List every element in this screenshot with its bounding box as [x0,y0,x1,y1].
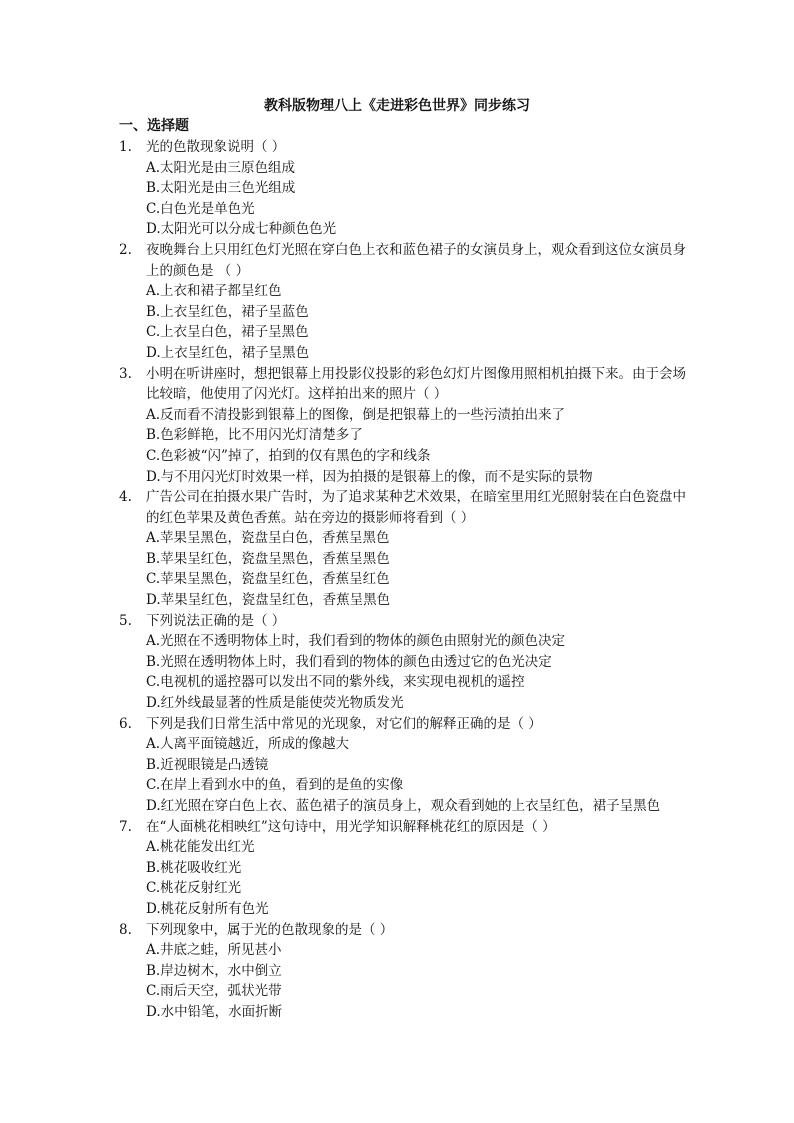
question-text: 光的色散现象说明（ ） [146,139,286,155]
question-stem [119,364,699,405]
question-text: 下列现象中，属于光的色散现象的是（ ） [146,921,394,938]
answer-option: D.上衣呈红色，裙子呈黑色 [146,344,310,361]
answer-option: B.上衣呈红色，裙子呈蓝色 [146,303,309,320]
answer-option: A.人离平面镜越近，所成的像越大 [146,736,350,753]
question-2 [119,240,699,364]
answer-option: A.桃花能发出红光 [146,839,255,856]
question-stem [119,817,699,838]
question-stem [119,714,699,735]
question-text: 广告公司在拍摄水果广告时，为了追求某种艺术效果，在暗室里用红光照射装在白色瓷盘中的红色苹果及黄色香蕉。站在旁边的摄影师将看到（ ） [146,489,686,526]
question-number: 7. [119,818,132,835]
answer-option: D.桃花反射所有色光 [146,900,269,917]
answer-option: A.上衣和裙子都呈红色 [146,283,282,300]
question-text: 在“人面桃花相映红”这句诗中，用光学知识解释桃花红的原因是（ ） [146,818,556,835]
answer-option: B.近视眼镜是凸透镜 [146,756,269,773]
question-list [119,137,699,1023]
question-7 [119,817,699,920]
question-number: 1. [119,139,132,155]
answer-option: C.在岸上看到水中的鱼，看到的是鱼的实像 [146,777,404,794]
answer-option: D.太阳光可以分成七种颜色色光 [146,221,337,238]
answer-option: B.苹果呈红色，瓷盘呈黑色，香蕉呈黑色 [146,550,390,567]
answer-option: A.苹果呈黑色，瓷盘呈白色，香蕉呈黑色 [146,530,390,547]
answer-option: D.与不用闪光灯时效果一样，因为拍摄的是银幕上的像，而不是实际的景物 [146,468,593,485]
question-number: 6. [119,715,132,732]
answer-option: C.白色光是单色光 [146,200,255,217]
question-number: 4. [119,489,132,506]
answer-option: A.太阳光是由三原色组成 [146,159,296,176]
answer-option: A.井底之蛙，所见甚小 [146,942,282,959]
question-number: 3. [119,365,132,382]
answer-option: B.太阳光是由三色光组成 [146,180,296,197]
question-text: 下列说法正确的是（ ） [146,612,286,629]
answer-option: C.上衣呈白色，裙子呈黑色 [146,324,309,341]
answer-option: B.色彩鲜艳，比不用闪光灯清楚多了 [146,427,363,444]
document-title: 教科版物理八上《走进彩色世界》同步练习 [264,98,530,114]
answer-option: A.反而看不清投影到银幕上的图像，倒是把银幕上的一些污渍拍出来了 [146,406,566,423]
question-number: 2. [119,241,132,258]
answer-option: B.岸边树木，水中倒立 [146,962,282,979]
question-6 [119,714,699,817]
question-text: 夜晚舞台上只用红色灯光照在穿白色上衣和蓝色裙子的女演员身上，观众看到这位女演员身上的颜色是 （ ） [146,241,686,279]
question-text: 小明在听讲座时，想把银幕上用投影仪投影的彩色幻灯片图像用照相机拍摄下来。由于会场比较暗，他使用了闪光灯。这样拍出来的照片（ ） [146,365,686,403]
section-heading: 一、选择题 [119,118,189,134]
answer-option: D.苹果呈红色，瓷盘呈红色，香蕉呈黑色 [146,592,391,609]
answer-option: C.色彩被“闪”掉了，拍到的仅有黑色的字和线条 [146,447,431,464]
question-1 [119,137,699,240]
question-stem [119,920,699,941]
answer-option: C.苹果呈黑色，瓷盘呈红色，香蕉呈红色 [146,571,390,588]
question-8 [119,920,699,1023]
question-number: 8. [119,921,132,938]
answer-option: D.红光照在穿白色上衣、蓝色裙子的演员身上，观众看到她的上衣呈红色，裙子呈黑色 [146,798,661,814]
question-text: 下列是我们日常生活中常见的光现象，对它们的解释正确的是（ ） [146,715,542,732]
answer-option: C.桃花反射红光 [146,880,242,897]
question-4 [119,487,699,611]
question-3 [119,364,699,488]
question-stem [119,137,699,158]
answer-option: C.电视机的遥控器可以发出不同的紫外线，来实现电视机的遥控 [146,674,525,691]
answer-option: C.雨后天空，弧状光带 [146,983,282,1000]
question-stem [119,487,699,528]
question-stem [119,240,699,281]
answer-option: B.光照在透明物体上时，我们看到的物体的颜色由透过它的色光决定 [146,653,552,670]
answer-option: D.红外线最显著的性质是能使荧光物质发光 [146,695,404,712]
answer-option: A.光照在不透明物体上时，我们看到的物体的颜色由照射光的颜色决定 [146,633,566,650]
answer-option: D.水中铅笔，水面折断 [146,1003,283,1020]
answer-option: B.桃花吸收红光 [146,859,242,876]
question-number: 5. [119,612,132,629]
question-stem [119,611,699,632]
question-5 [119,611,699,714]
